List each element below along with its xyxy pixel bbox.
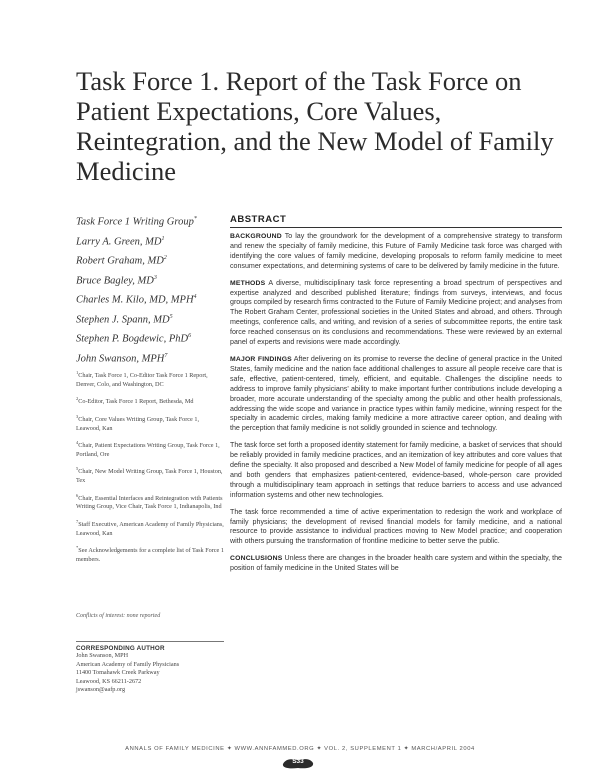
affiliation-list bbox=[76, 369, 224, 564]
affiliation: $^7$Staff Executive, American Academy of Family Physicians, Leawood, Kan bbox=[76, 518, 224, 537]
abstract-conclusions: CONCLUSIONS Unless there are changes in the broader health care system and within the specialty, the position of family medicine in the United States will be bbox=[230, 554, 562, 573]
affiliation: $^5$Chair, New Model Writing Group, Task Force 1, Houston, Tex bbox=[76, 466, 223, 485]
abstract-paragraph: The task force recommended a time of active experimentation to redesign the work and workplace of family physicians; the development of revised financial models for family medicine, and a national resource to provide assistance to individual practices moving to New Model practice; and cooperation with others pursuing the transformation of frontline medicine to better serve the public. bbox=[230, 507, 562, 546]
abstract-heading: ABSTRACT bbox=[230, 214, 562, 228]
page-number: S33 bbox=[292, 758, 304, 765]
writing-group-title: Task Force 1 Writing Group* bbox=[76, 216, 197, 228]
author-column bbox=[76, 211, 224, 564]
author-name: Stephen P. Bogdewic, PhD$^6$ bbox=[76, 333, 192, 345]
journal-footer: ANNALS OF FAMILY MEDICINE ✦ WWW.ANNFAMMED.ORG ✦ VOL. 2, SUPPLEMENT 1 ✦ MARCH/APRIL 2004 bbox=[125, 746, 475, 752]
author-name: John Swanson, MPH$^7$ bbox=[76, 352, 168, 364]
affiliation: $^4$Chair, Patient Expectations Writing Group, Task Force 1, Portland, Ore bbox=[76, 440, 220, 458]
affiliation: $^2$Co-Editor, Task Force 1 Report, Bethesda, Md bbox=[76, 396, 194, 406]
article-title: Task Force 1. Report of the Task Force on Patient Expectations, Core Values, Reintegration, and the New Model of Family Medicine bbox=[76, 66, 554, 186]
affiliation: $^6$Chair, Essential Interfaces and Reintegration with Patients Writing Group, Vice Chair, Task Force 1, Indianapolis, Ind bbox=[76, 492, 223, 511]
corresponding-author-heading: CORRESPONDING AUTHOR bbox=[76, 641, 224, 652]
affiliation: $^1$Chair, Task Force 1, Co-Editor Task Force 1 Report, Denver, Colo, and Washington, DC bbox=[76, 370, 208, 388]
affiliation: $^3$Chair, Core Values Writing Group, Task Force 1, Leawood, Kan bbox=[76, 413, 199, 432]
abstract-column bbox=[230, 214, 562, 581]
author-name: Bruce Bagley, $MD^3$ bbox=[76, 274, 157, 286]
author-name: Robert Graham, $MD^2$ bbox=[76, 255, 167, 267]
corresponding-author bbox=[76, 641, 224, 695]
abstract-major-findings: MAJOR FINDINGS After delivering on its promise to reverse the decline of general practice in the United States, family medicine and the nation face additional challenges to assure all people receive care that is safe, effective, patient-centered, timely, efficient, and equitable. Challenges the discipline needs to address to improve family physicians' ability to make important further contributions include developing a broader, more accurate understanding of the specialty among the public and other health professionals, addressing the wide scope and variance in practice types within family medicine, winning respect for the specialty in academic circles, making family medicine a more attractive career option, and dealing with the perception that family medicine is not solidly grounded in science and technology. bbox=[230, 354, 562, 433]
affiliation: *See Acknowledgements for a complete list of Task Force 1 members. bbox=[76, 545, 224, 563]
abstract-methods: METHODS A diverse, multidisciplinary task force representing a broad spectrum of perspectives and expertise analyzed and described published literature; findings from surveys, interviews, and focus groups compiled by research firms contracted to the Future of Family Medicine project; and analyses from The Robert Graham Center, professional societies in the United States and abroad, and others. Through meetings, conference calls, and writing, and revision of a series of subcommittee reports, the entire task force reached consensus on its conclusions and recommendations. These were reviewed by an external panel of experts and revisions were made accordingly. bbox=[230, 278, 562, 347]
abstract-paragraph: The task force set forth a proposed identity statement for family medicine, a basket of services that should be reliably provided in family medicine practices, and an itemization of key attributes and core values that define the specialty. It also proposed and described a New Model of family medicine for people of all ages and both genders that emphasizes patient-centered, evidence-based, whole-person care provided through a multidisciplinary team approach in settings that reduce barriers to access and use advanced information systems and other new technologies. bbox=[230, 441, 562, 499]
corresponding-author-line: 11400 Tomahawk Creek Parkway bbox=[76, 669, 160, 677]
author-name: Stephen J. Spann, $MD^5$ bbox=[76, 313, 173, 325]
corresponding-author-line: John Swanson, MPH bbox=[76, 652, 129, 659]
corresponding-author-line: American Academy of Family Physicians bbox=[76, 660, 180, 668]
conflicts-of-interest: Conflicts of interest: none reported bbox=[76, 613, 161, 619]
author-list bbox=[76, 231, 224, 368]
abstract-background: BACKGROUND To lay the groundwork for the development of a comprehensive strategy to transform and renew the specialty of family medicine, this Future of Family Medicine task force was charged with identifying the core values of family medicine, developing proposals to reform family medicine to meet consumer expectations, and determining systems of care to be delivered by family medicine in the future. bbox=[230, 232, 562, 270]
corresponding-author-line: Leawood, KS 66211-2672 bbox=[76, 677, 142, 685]
corresponding-author-email[interactable]: jswanson@aafp.org bbox=[76, 686, 126, 694]
author-name: Charles M. Kilo, MD, MPH$^4$ bbox=[76, 294, 197, 306]
author-name: Larry A. Green, $MD^1$ bbox=[76, 235, 165, 247]
